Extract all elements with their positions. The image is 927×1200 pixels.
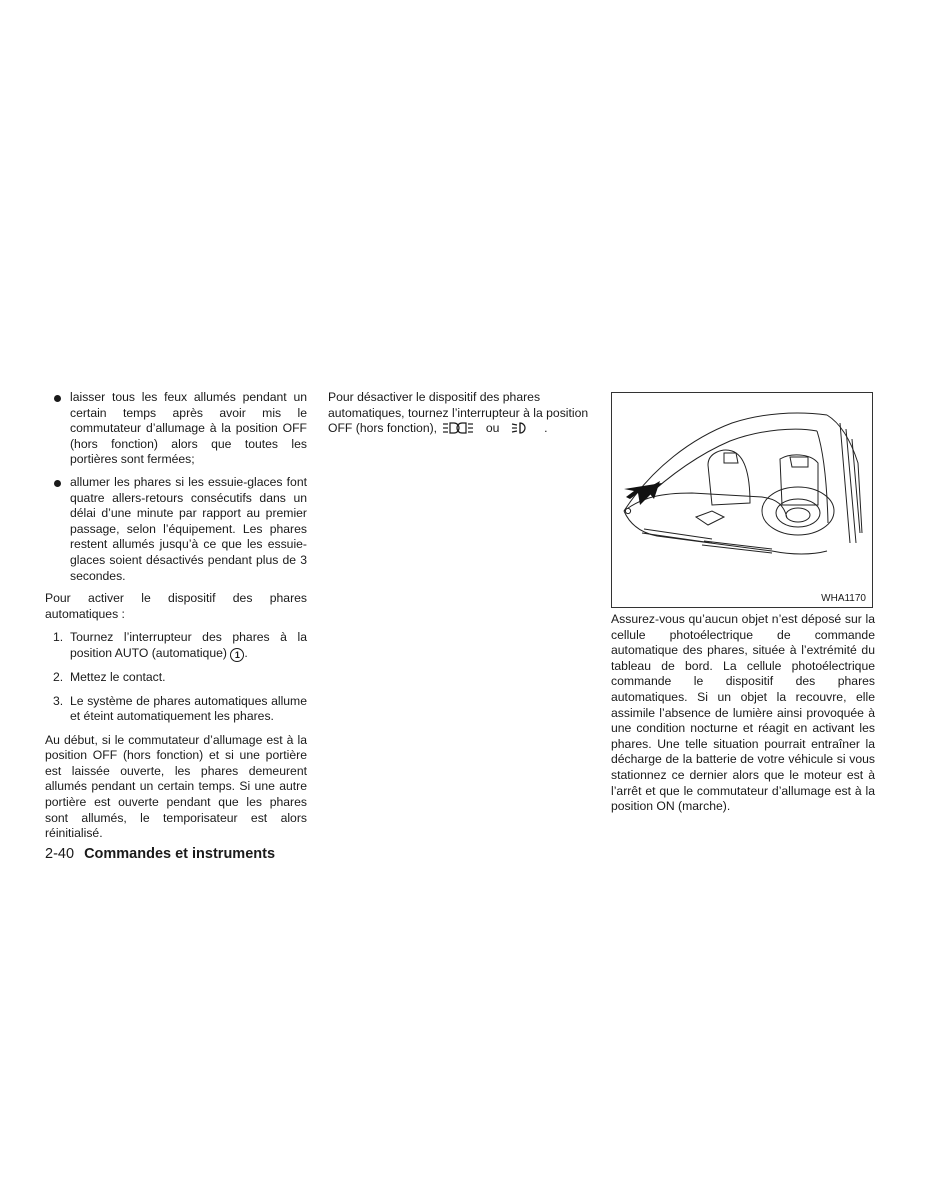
dashboard-light-sensor-illustration — [612, 393, 872, 593]
feature-bullet-list — [45, 390, 307, 584]
bullet-item: allumer les phares si les essuie-glaces font quatre allers-retours consécutifs dans un délai d’une minute par rapport au premier passage, selon l’équipement. Les phares restent allumés jusqu’à ce que les essuie-glaces soient désactivés pendant plus de 3 secondes. — [45, 475, 307, 584]
circled-marker: 1 — [230, 648, 244, 662]
deactivate-paragraph: Pour désactiver le dispositif des phares automatiques, tournez l’interrupteur à la position OFF (hors fonction), ou . — [328, 390, 590, 439]
sensor-caption: Assurez-vous qu’aucun objet n’est déposé sur la cellule photoélectrique de commande automatique des phares, située à l’extrémité du tableau de bord. La cellule photoélectrique commande le dispositif des phares automatiques. Si un objet la recouvre, elle assimile l’absence de lumière ainsi provoquée à une condition nocturne et réagit en activant les phares. Une telle situation pourrait entraîner la décharge de la batterie de votre véhicule si vous stationnez ce dernier alors que le moteur est à l’arrêt et que le commutateur d’allumage est à la position ON (marche). — [611, 612, 875, 814]
bullet-item: laisser tous les feux allumés pendant un certain temps après avoir mis le commutateur d’allumage à la position OFF (hors fonction) alors que toutes les portières sont fermées; — [45, 390, 307, 468]
page-number: 2-40 — [45, 846, 75, 862]
step-item: 3. Le système de phares automatiques allume et éteint automatiquement les phares. — [53, 693, 307, 724]
figure-code: WHA1170 — [821, 593, 866, 604]
activation-steps — [45, 630, 307, 724]
headlight-icon — [511, 422, 527, 439]
bullet-dot-icon — [54, 480, 61, 487]
activate-intro: Pour activer le dispositif des phares automatiques : — [45, 591, 307, 621]
left-column — [45, 390, 307, 850]
page-footer — [45, 846, 275, 862]
step-item: 2. Mettez le contact. — [53, 669, 166, 684]
bullet-dot-icon — [54, 395, 61, 402]
light-sensor-figure — [611, 392, 873, 608]
middle-column — [328, 390, 590, 447]
closing-paragraph: Au début, si le commutateur d’allumage est à la position OFF (hors fonction) et si une portière est laissée ouverte, les phares demeurent allumés pendant un certain temps. Si une autre portière est ouverte pendant que les phares sont allumés, le temporisateur est alors réinitialisé. — [45, 732, 307, 841]
right-column — [611, 612, 875, 823]
parking-light-icon — [442, 422, 474, 439]
step-item: 1. Tournez l’interrupteur des phares à la position AUTO (automatique) 1 . — [53, 630, 307, 660]
section-title: Commandes et instruments — [84, 846, 276, 862]
